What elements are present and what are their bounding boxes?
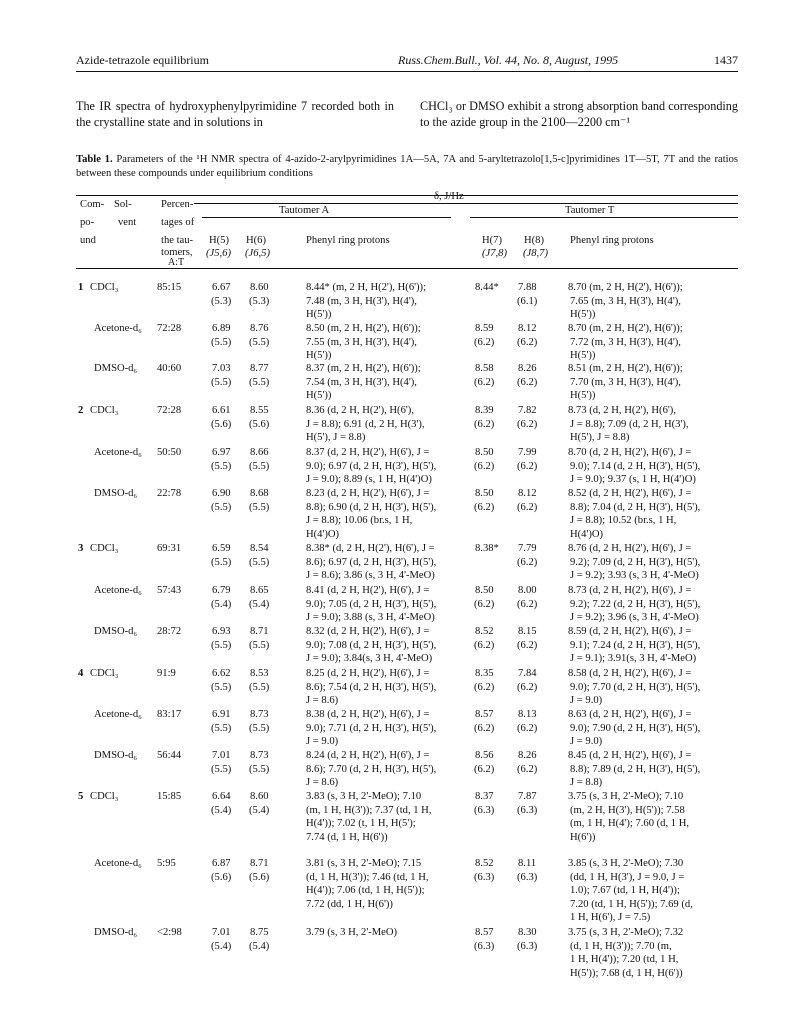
header-rule — [76, 71, 738, 72]
phenyl-a-line: 8.24 (d, 2 H, H(2'), H(6'), J = — [306, 750, 430, 761]
h6-shift: 8.71 — [250, 858, 269, 869]
j87-value: (6.2) — [517, 501, 538, 513]
j78-value: (6.2) — [474, 501, 495, 513]
h6-shift: 8.76 — [250, 323, 269, 334]
h7-shift: 8.35 — [475, 668, 494, 679]
header-compound-1: Com- — [80, 199, 105, 210]
phenyl-t-line: 9.2); 7.09 (d, 2 H, H(3'), H(5'), — [570, 556, 701, 568]
phenyl-t-line: H(5')) — [570, 350, 596, 362]
phenyl-t-line: 8.70 (m, 2 H, H(2'), H(6')); — [568, 323, 683, 334]
phenyl-a-line: 7.54 (m, 3 H, H(3'), H(4'), — [306, 376, 417, 388]
j65-value: (5.5) — [249, 376, 270, 388]
phenyl-t-line: (d, 1 H, H(3')); 7.70 (m, — [570, 940, 672, 952]
j87-value: (6.2) — [517, 598, 538, 610]
h5-shift: 6.59 — [212, 543, 231, 554]
phenyl-t-line: 7.72 (m, 3 H, H(3'), H(4'), — [570, 336, 681, 348]
h8-shift: 7.88 — [518, 282, 537, 293]
phenyl-t-line: (dd, 1 H, H(3'), J = 9.0, J = — [570, 871, 685, 883]
h7-shift: 8.50 — [475, 488, 494, 499]
phenyl-t-line: H(5')); 7.68 (d, 1 H, H(6')) — [570, 967, 683, 979]
phenyl-a-line: (m, 1 H, H(3')); 7.37 (td, 1 H, — [306, 804, 432, 816]
j65-value: (5.5) — [249, 460, 270, 472]
phenyl-t-line: 8.73 (d, 2 H, H(2'), H(6'), — [568, 405, 676, 416]
tautomer-ratio: 85:15 — [157, 282, 182, 293]
j78-value: (6.3) — [474, 871, 495, 883]
phenyl-a-line: H(4')); 7.02 (t, 1 H, H(5'); — [306, 818, 416, 830]
solvent: CDCl₃ — [90, 282, 119, 293]
j87-value: (6.1) — [517, 295, 538, 307]
h7-shift: 8.44* — [475, 282, 499, 293]
phenyl-a-line: 9.0); 7.08 (d, 2 H, H(3'), H(5'), — [306, 639, 437, 651]
j56-value: (5.6) — [211, 418, 232, 430]
phenyl-a-line: J = 9.0); 3.88 (s, 3 H, 4'-MeO) — [306, 612, 435, 624]
h6-shift: 8.53 — [250, 668, 269, 679]
tautomer-ratio: 28:72 — [157, 626, 182, 637]
phenyl-a-line: 8.38 (d, 2 H, H(2'), H(6'), J = — [306, 709, 430, 720]
h7-shift: 8.39 — [475, 405, 494, 416]
phenyl-a-line: H(4')O) — [306, 528, 340, 540]
phenyl-a-line: 8.8); 6.90 (d, 2 H, H(3'), H(5'), — [306, 501, 437, 513]
header-solvent-2: vent — [118, 217, 137, 228]
h6-shift: 8.65 — [250, 585, 269, 596]
j56-value: (5.5) — [211, 639, 232, 651]
j87-value: (6.2) — [517, 639, 538, 651]
h7-shift: 8.58 — [475, 363, 494, 374]
phenyl-a-line: J = 9.0); 3.84(s, 3 H, 4'-MeO) — [306, 653, 433, 665]
phenyl-t-line: 1 H, H(4')); 7.20 (td, 1 H, — [570, 954, 679, 966]
j78-value: (6.2) — [474, 376, 495, 388]
compound-number: 5 — [78, 791, 84, 802]
phenyl-t-line: 9.0); 7.90 (d, 2 H, H(3'), H(5'), — [570, 722, 701, 734]
h6-shift: 8.71 — [250, 626, 269, 637]
j87-value: (6.2) — [517, 722, 538, 734]
phenyl-a-line: 8.25 (d, 2 H, H(2'), H(6'), J = — [306, 668, 430, 679]
header-percent-2: tages of — [161, 217, 195, 228]
h8-shift: 8.12 — [518, 323, 537, 334]
j56-value: (5.5) — [211, 763, 232, 775]
j87-value: (6.2) — [517, 556, 538, 568]
header-j87: (J8,7) — [523, 248, 548, 259]
phenyl-t-line: 7.70 (m, 3 H, H(3'), H(4'), — [570, 376, 681, 388]
phenyl-t-line: J = 9.0) — [570, 736, 603, 748]
h6-shift: 8.54 — [250, 543, 269, 554]
header-h6: H(6) — [246, 235, 267, 246]
phenyl-t-line: 9.1); 7.24 (d, 2 H, H(3'), H(5'), — [570, 639, 701, 651]
phenyl-t-line: J = 8.8); 10.52 (br.s, 1 H, — [570, 515, 677, 527]
phenyl-t-line: 3.85 (s, 3 H, 2'-MeO); 7.30 — [568, 858, 684, 869]
j78-value: (6.2) — [474, 418, 495, 430]
h6-shift: 8.73 — [250, 750, 269, 761]
h7-shift: 8.37 — [475, 791, 494, 802]
phenyl-a-line: J = 8.8); 10.06 (br.s, 1 H, — [306, 515, 413, 527]
h7-shift: 8.52 — [475, 858, 494, 869]
h8-shift: 8.12 — [518, 488, 537, 499]
phenyl-t-line: 7.65 (m, 3 H, H(3'), H(4'), — [570, 295, 681, 307]
h5-shift: 6.64 — [212, 791, 231, 802]
phenyl-a-line: 8.6); 6.97 (d, 2 H, H(3'), H(5'), — [306, 556, 437, 568]
j56-value: (5.5) — [211, 501, 232, 513]
phenyl-t-line: H(5')) — [570, 309, 596, 321]
compound-number: 3 — [78, 543, 84, 554]
j87-value: (6.2) — [517, 336, 538, 348]
j65-value: (5.6) — [249, 871, 270, 883]
solvent: CDCl₃ — [90, 543, 119, 554]
phenyl-t-line: 9.0); 7.70 (d, 2 H, H(3'), H(5'), — [570, 681, 701, 693]
phenyl-a-line: 8.38* (d, 2 H, H(2'), H(6'), J = — [306, 543, 435, 554]
journal-citation: Russ.Chem.Bull., Vol. 44, No. 8, August, 1995 — [398, 53, 619, 67]
tautomer-ratio: 72:28 — [157, 405, 182, 416]
phenyl-a-line: 8.50 (m, 2 H, H(2'), H(6')); — [306, 323, 421, 334]
h5-shift: 7.03 — [212, 363, 231, 374]
j65-value: (5.5) — [249, 556, 270, 568]
j87-value: (6.3) — [517, 871, 538, 883]
j65-value: (5.6) — [249, 418, 270, 430]
j78-value: (6.2) — [474, 763, 495, 775]
table-label: Table 1. — [76, 154, 113, 165]
phenyl-a-line: J = 8.6); 3.86 (s, 3 H, 4'-MeO) — [306, 570, 435, 582]
h7-shift: 8.38* — [475, 543, 499, 554]
j65-value: (5.4) — [249, 598, 270, 610]
phenyl-a-line: 8.44* (m, 2 H, H(2'), H(6')); — [306, 282, 427, 293]
j56-value: (5.6) — [211, 871, 232, 883]
j65-value: (5.4) — [249, 940, 270, 952]
h7-shift: 8.59 — [475, 323, 494, 334]
h7-shift: 8.57 — [475, 709, 494, 720]
h8-shift: 8.15 — [518, 626, 537, 637]
tautomer-ratio: <2:98 — [157, 927, 182, 938]
j78-value: (6.2) — [474, 336, 495, 348]
header-percent-4: tomers, — [161, 247, 193, 258]
phenyl-t-line: 1 H, H(6'), J = 7.5) — [570, 912, 651, 924]
table-header-rule — [76, 268, 738, 269]
solvent: Acetone-d₆ — [94, 323, 142, 334]
running-head — [76, 52, 738, 68]
table-caption-text: Parameters of the ¹H NMR spectra of 4-azido-2-arylpyrimidines 1A—5A, 7A and 5-aryltetrazolo[1,5-c]pyrimidines 1T—5T, 7T and the ratios between these compounds under equilibrium conditions — [76, 154, 738, 179]
phenyl-t-line: 9.0); 7.14 (d, 2 H, H(3'), H(5'), — [570, 460, 701, 472]
j78-value: (6.2) — [474, 722, 495, 734]
j65-value: (5.5) — [249, 639, 270, 651]
h7-shift: 8.52 — [475, 626, 494, 637]
header-h7: H(7) — [482, 235, 503, 246]
j65-value: (5.5) — [249, 763, 270, 775]
solvent: DMSO-d₆ — [94, 363, 138, 374]
phenyl-a-line: H(5')) — [306, 390, 332, 402]
phenyl-t-line: 1.0); 7.67 (td, 1 H, H(4')); — [570, 885, 680, 897]
solvent: Acetone-d₆ — [94, 709, 142, 720]
phenyl-t-line: 8.76 (d, 2 H, H(2'), H(6'), J = — [568, 543, 692, 554]
phenyl-t-line: 8.63 (d, 2 H, H(2'), H(6'), J = — [568, 709, 692, 720]
phenyl-t-line: H(5'), J = 8.8) — [570, 432, 630, 444]
phenyl-a-line: 8.32 (d, 2 H, H(2'), H(6'), J = — [306, 626, 430, 637]
h6-shift: 8.73 — [250, 709, 269, 720]
h5-shift: 7.01 — [212, 750, 231, 761]
h6-shift: 8.77 — [250, 363, 269, 374]
phenyl-t-line: H(4')O) — [570, 528, 604, 540]
j65-value: (5.5) — [249, 336, 270, 348]
h7-shift: 8.50 — [475, 585, 494, 596]
j78-value: (6.3) — [474, 804, 495, 816]
j56-value: (5.4) — [211, 598, 232, 610]
h5-shift: 6.91 — [212, 709, 231, 720]
phenyl-a-line: 3.79 (s, 3 H, 2'-MeO) — [306, 927, 398, 938]
j65-value: (5.4) — [249, 804, 270, 816]
header-phenyl-t: Phenyl ring protons — [570, 235, 654, 246]
phenyl-t-line: H(5')) — [570, 390, 596, 402]
header-delta: δ, J/Hz — [434, 191, 464, 202]
j56-value: (5.5) — [211, 681, 232, 693]
phenyl-a-line: 7.55 (m, 3 H, H(3'), H(4'), — [306, 336, 417, 348]
h8-shift: 8.11 — [518, 858, 537, 869]
body-text-right: CHCl₃ or DMSO exhibit a strong absorption band corresponding to the azide group in the 2100—2200 cm⁻¹ — [420, 99, 738, 129]
j65-value: (5.3) — [249, 295, 270, 307]
h8-shift: 7.99 — [518, 447, 537, 458]
j78-value: (6.2) — [474, 598, 495, 610]
h6-shift: 8.66 — [250, 447, 269, 458]
phenyl-a-line: 3.81 (s, 3 H, 2'-MeO); 7.15 — [306, 858, 422, 869]
phenyl-a-line: 9.0); 6.97 (d, 2 H, H(3'), H(5'), — [306, 460, 437, 472]
table-top-rule — [76, 195, 738, 196]
phenyl-a-line: 3.83 (s, 3 H, 2'-MeO); 7.10 — [306, 791, 422, 802]
j56-value: (5.5) — [211, 376, 232, 388]
h5-shift: 6.61 — [212, 405, 231, 416]
h6-shift: 8.60 — [250, 791, 269, 802]
phenyl-t-line: 8.45 (d, 2 H, H(2'), H(6'), J = — [568, 750, 692, 761]
h5-shift: 6.62 — [212, 668, 231, 679]
h6-shift: 8.55 — [250, 405, 269, 416]
h8-shift: 7.87 — [518, 791, 537, 802]
h8-shift: 8.00 — [518, 585, 537, 596]
header-h8: H(8) — [524, 235, 545, 246]
phenyl-a-line: J = 8.6) — [306, 777, 339, 789]
phenyl-a-line: J = 9.0); 8.89 (s, 1 H, H(4')O) — [306, 474, 432, 486]
tautomer-ratio: 69:31 — [157, 543, 182, 554]
tautomer-ratio: 72:28 — [157, 323, 182, 334]
phenyl-a-line: H(5')) — [306, 309, 332, 321]
j56-value: (5.5) — [211, 556, 232, 568]
h8-shift: 8.13 — [518, 709, 537, 720]
header-tautomer-a: Tautomer A — [279, 205, 330, 216]
h5-shift: 6.87 — [212, 858, 231, 869]
phenyl-a-line: J = 8.6) — [306, 695, 339, 707]
phenyl-a-line: 8.36 (d, 2 H, H(2'), H(6'), — [306, 405, 414, 416]
phenyl-t-line: J = 8.8); 7.09 (d, 2 H, H(3'), — [570, 418, 689, 430]
page-number: 1437 — [714, 53, 738, 67]
h8-shift: 8.26 — [518, 750, 537, 761]
phenyl-t-line: J = 9.0) — [570, 695, 603, 707]
phenyl-t-line: J = 8.8) — [570, 777, 603, 789]
phenyl-t-line: 9.2); 7.22 (d, 2 H, H(3'), H(5'), — [570, 598, 701, 610]
j87-value: (6.2) — [517, 376, 538, 388]
phenyl-a-line: (d, 1 H, H(3')); 7.46 (td, 1 H, — [306, 871, 429, 883]
table-caption — [76, 153, 738, 181]
phenyl-t-line: J = 9.2); 3.96 (s, 3 H, 4'-MeO) — [570, 612, 699, 624]
j56-value: (5.5) — [211, 722, 232, 734]
phenyl-a-line: H(5'), J = 8.8) — [306, 432, 366, 444]
h8-shift: 7.82 — [518, 405, 537, 416]
j78-value: (6.2) — [474, 639, 495, 651]
h6-shift: 8.75 — [250, 927, 269, 938]
j56-value: (5.4) — [211, 804, 232, 816]
phenyl-t-line: 8.58 (d, 2 H, H(2'), H(6'), J = — [568, 668, 692, 679]
j87-value: (6.3) — [517, 804, 538, 816]
h8-shift: 7.79 — [518, 543, 537, 554]
phenyl-t-line: 8.8); 7.04 (d, 2 H, H(3'), H(5'), — [570, 501, 701, 513]
h5-shift: 6.90 — [212, 488, 231, 499]
phenyl-t-line: 8.8); 7.89 (d, 2 H, H(3'), H(5'), — [570, 763, 701, 775]
phenyl-a-line: 8.6); 7.54 (d, 2 H, H(3'), H(5'), — [306, 681, 437, 693]
compound-number: 2 — [78, 405, 84, 416]
tautomer-ratio: 50:50 — [157, 447, 182, 458]
phenyl-t-line: H(6')) — [570, 831, 596, 843]
header-h5: H(5) — [209, 235, 230, 246]
h5-shift: 6.67 — [212, 282, 231, 293]
header-compound-3: und — [80, 235, 96, 246]
h5-shift: 6.89 — [212, 323, 231, 334]
phenyl-t-line: J = 9.1); 3.91(s, 3 H, 4'-MeO) — [570, 653, 697, 665]
j78-value: (6.3) — [474, 940, 495, 952]
h7-shift: 8.57 — [475, 927, 494, 938]
solvent: CDCl₃ — [90, 405, 119, 416]
j87-value: (6.3) — [517, 940, 538, 952]
phenyl-a-line: H(4')); 7.06 (td, 1 H, H(5')); — [306, 885, 425, 897]
phenyl-a-line: 9.0); 7.71 (d, 2 H, H(3'), H(5'), — [306, 722, 437, 734]
phenyl-t-line: J = 9.2); 3.93 (s, 3 H, 4'-MeO) — [570, 570, 699, 582]
h8-shift: 7.84 — [518, 668, 537, 679]
phenyl-a-line: 7.48 (m, 3 H, H(3'), H(4'), — [306, 295, 417, 307]
body-text-left: The IR spectra of hydroxyphenylpyrimidine 7 recorded both in the crystalline state and in solutions in — [76, 99, 394, 129]
phenyl-t-line: 8.73 (d, 2 H, H(2'), H(6'), J = — [568, 585, 692, 596]
j56-value: (5.4) — [211, 940, 232, 952]
phenyl-a-line: 8.37 (d, 2 H, H(2'), H(6'), J = — [306, 447, 430, 458]
phenyl-t-line: J = 9.0); 9.37 (s, 1 H, H(4')O) — [570, 474, 696, 486]
j78-value: (6.2) — [474, 460, 495, 472]
header-solvent-1: Sol- — [114, 199, 132, 210]
phenyl-t-line: 8.70 (m, 2 H, H(2'), H(6')); — [568, 282, 683, 293]
j78-value: (6.2) — [474, 681, 495, 693]
phenyl-t-line: (m, 2 H, H(3'), H(5')); 7.58 — [570, 804, 685, 816]
header-percent-1: Percen- — [161, 199, 194, 210]
j87-value: (6.2) — [517, 460, 538, 472]
tautomer-ratio: 15:85 — [157, 791, 182, 802]
phenyl-a-line: 8.41 (d, 2 H, H(2'), H(6'), J = — [306, 585, 430, 596]
h6-shift: 8.68 — [250, 488, 269, 499]
header-compound-2: po- — [80, 217, 95, 228]
phenyl-a-line: J = 8.8); 6.91 (d, 2 H, H(3'), — [306, 418, 425, 430]
h7-shift: 8.56 — [475, 750, 494, 761]
phenyl-t-line: 8.52 (d, 2 H, H(2'), H(6'), J = — [568, 488, 692, 499]
j87-value: (6.2) — [517, 418, 538, 430]
h8-shift: 8.30 — [518, 927, 537, 938]
delta-rule — [194, 203, 738, 204]
header-j56: (J5,6) — [206, 248, 231, 259]
h5-shift: 6.97 — [212, 447, 231, 458]
tautomer-ratio: 40:60 — [157, 363, 182, 374]
j65-value: (5.5) — [249, 722, 270, 734]
h6-shift: 8.60 — [250, 282, 269, 293]
phenyl-a-line: 9.0); 7.05 (d, 2 H, H(3'), H(5'), — [306, 598, 437, 610]
j56-value: (5.3) — [211, 295, 232, 307]
header-j78: (J7,8) — [482, 248, 507, 259]
phenyl-a-line: H(5')) — [306, 350, 332, 362]
h5-shift: 6.79 — [212, 585, 231, 596]
phenyl-t-line: (m, 1 H, H(4'); 7.60 (d, 1 H, — [570, 818, 690, 830]
h7-shift: 8.50 — [475, 447, 494, 458]
j56-value: (5.5) — [211, 336, 232, 348]
tautomer-ratio: 57:43 — [157, 585, 182, 596]
phenyl-t-line: 7.20 (td, 1 H, H(5')); 7.69 (d, — [570, 898, 693, 910]
phenyl-a-line: 8.6); 7.70 (d, 2 H, H(3'), H(5'), — [306, 763, 437, 775]
solvent: CDCl₃ — [90, 791, 119, 802]
header-percent-5: A:T — [168, 257, 185, 268]
h5-shift: 6.93 — [212, 626, 231, 637]
tautomer-ratio: 22:78 — [157, 488, 182, 499]
phenyl-t-line: 8.59 (d, 2 H, H(2'), H(6'), J = — [568, 626, 692, 637]
j56-value: (5.5) — [211, 460, 232, 472]
phenyl-t-line: 3.75 (s, 3 H, 2'-MeO); 7.32 — [568, 927, 684, 938]
header-phenyl-a: Phenyl ring protons — [306, 235, 390, 246]
phenyl-a-line: 7.72 (dd, 1 H, H(6')) — [306, 898, 393, 910]
header-percent-3: the tau- — [161, 235, 194, 246]
phenyl-t-line: 8.70 (d, 2 H, H(2'), H(6'), J = — [568, 447, 692, 458]
phenyl-a-line: 8.23 (d, 2 H, H(2'), H(6'), J = — [306, 488, 430, 499]
tautomer-ratio: 5:95 — [157, 858, 176, 869]
solvent: DMSO-d₆ — [94, 750, 138, 761]
solvent: Acetone-d₆ — [94, 858, 142, 869]
j87-value: (6.2) — [517, 763, 538, 775]
tautomer-ratio: 91:9 — [157, 668, 176, 679]
j87-value: (6.2) — [517, 681, 538, 693]
phenyl-a-line: 7.74 (d, 1 H, H(6')) — [306, 831, 388, 843]
phenyl-a-line: 8.37 (m, 2 H, H(2'), H(6')); — [306, 363, 421, 374]
solvent: DMSO-d₆ — [94, 927, 138, 938]
solvent: Acetone-d₆ — [94, 447, 142, 458]
compound-number: 4 — [78, 668, 84, 679]
tautomer-ratio: 56:44 — [157, 750, 182, 761]
phenyl-t-line: 3.75 (s, 3 H, 2'-MeO); 7.10 — [568, 791, 684, 802]
h5-shift: 7.01 — [212, 927, 231, 938]
running-title: Azide-tetrazole equilibrium — [76, 53, 209, 67]
phenyl-a-line: J = 9.0) — [306, 736, 339, 748]
j65-value: (5.5) — [249, 681, 270, 693]
tautomer-ratio: 83:17 — [157, 709, 182, 720]
solvent: DMSO-d₆ — [94, 626, 138, 637]
compound-number: 1 — [78, 282, 84, 293]
j65-value: (5.5) — [249, 501, 270, 513]
header-tautomer-t: Tautomer T — [565, 205, 615, 216]
phenyl-t-line: 8.51 (m, 2 H, H(2'), H(6')); — [568, 363, 683, 374]
header-j65: (J6,5) — [245, 248, 270, 259]
h8-shift: 8.26 — [518, 363, 537, 374]
solvent: Acetone-d₆ — [94, 585, 142, 596]
solvent: DMSO-d₆ — [94, 488, 138, 499]
solvent: CDCl₃ — [90, 668, 119, 679]
